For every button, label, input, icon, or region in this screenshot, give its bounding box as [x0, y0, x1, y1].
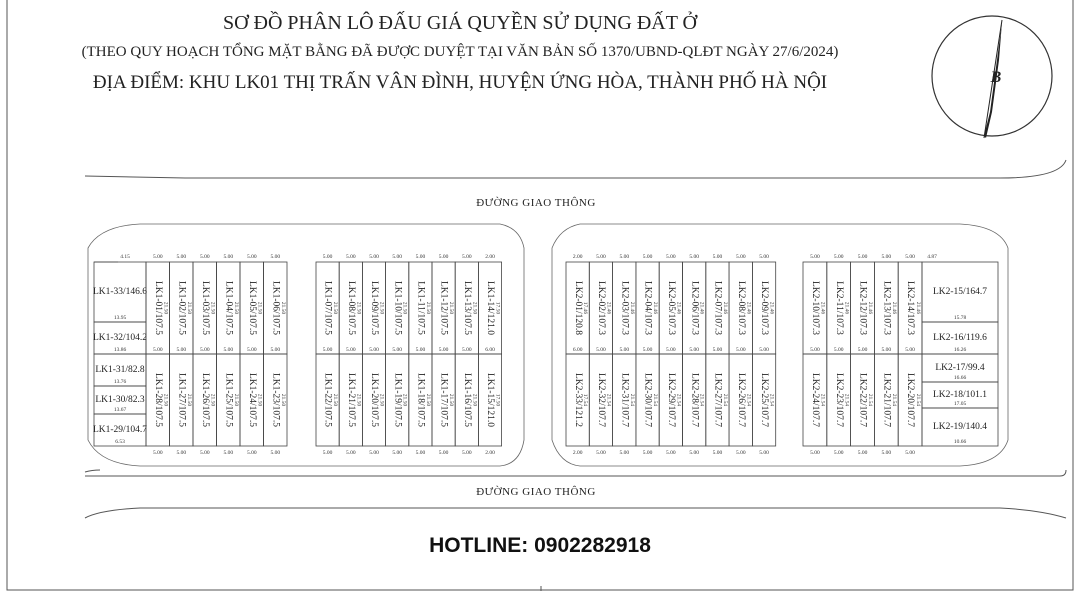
- lot-lk1-27-depth: 21.50: [185, 393, 192, 407]
- lot-lk2-12-frontage: 5.00: [857, 254, 868, 260]
- lot-lk1-21-label: LK1-21/107.5: [345, 372, 356, 428]
- lot-lk2-21-label: LK2-21/107.7: [881, 372, 892, 428]
- lot-lk1-26-frontage: 5.00: [199, 450, 210, 456]
- lot-lk1-01-frontage: 5.00: [152, 254, 163, 260]
- lot-lk1-12-frontage: 5.00: [438, 254, 449, 260]
- lot-lk1-07-label: LK1-07/107.5: [322, 280, 333, 336]
- lot-lk2-25-depth: 21.54: [768, 393, 775, 407]
- compass-letter: B: [990, 69, 1002, 86]
- lot-width: 10.66: [953, 439, 967, 445]
- lot-lk1-21-frontage: 5.00: [345, 450, 356, 456]
- dim-corner: 4.15: [120, 254, 130, 260]
- lot-lk1-21-depth: 21.50: [355, 393, 362, 407]
- dim-front: 5.00: [881, 347, 892, 353]
- road-label-bottom: ĐƯỜNG GIAO THÔNG: [476, 486, 596, 498]
- lot-lk2-11-label: LK2-11/107.3: [833, 281, 844, 335]
- lot-lk2-04-depth: 21.46: [652, 301, 659, 315]
- dim-front: 5.00: [905, 347, 915, 353]
- lot-lk2-09-frontage: 5.00: [759, 254, 769, 260]
- lot-lk2-20-depth: 21.54: [914, 393, 921, 407]
- lot-lk2-27-frontage: 5.00: [712, 450, 723, 456]
- dim-front: 5.00: [461, 347, 472, 353]
- lot-lk2-06-label: LK2-06/107.3: [689, 280, 700, 336]
- lot-lk2-13-frontage: 5.00: [881, 254, 892, 260]
- lot-lk1-10-depth: 21.50: [401, 301, 408, 315]
- lot-lk1-14-depth: 17.50: [494, 301, 501, 315]
- lot-lk1-20-label: LK1-20/107.5: [369, 372, 380, 428]
- lot-lk2-29-depth: 21.54: [675, 393, 682, 407]
- dim-front: 5.00: [176, 347, 187, 353]
- dim-front: 5.00: [246, 347, 257, 353]
- lot-lk1-13-label: LK1-13/107.5: [461, 280, 472, 336]
- lot-lk1-25-frontage: 5.00: [223, 450, 234, 456]
- lot-lk2-04-label: LK2-04/107.3: [642, 280, 653, 336]
- dim-front: 6.00: [572, 347, 583, 353]
- lot-lk2-33-frontage: 2.00: [572, 450, 583, 456]
- lot-label: LK1-31/82.8: [95, 365, 145, 375]
- lot-lk1-04-frontage: 5.00: [223, 254, 234, 260]
- lot-lk2-25-label: LK2-25/107.7: [759, 372, 770, 428]
- lot-lk2-06-frontage: 5.00: [689, 254, 699, 260]
- lot-label: LK1-32/104.2: [92, 333, 148, 343]
- hotline-text: HOTLINE: 0902282918: [429, 534, 651, 557]
- dim-front: 5.00: [392, 347, 403, 353]
- lot-lk1-17-label: LK1-17/107.5: [438, 372, 449, 428]
- lot-lk2-04-frontage: 5.00: [642, 254, 653, 260]
- dim-front: 5.00: [735, 347, 746, 353]
- lot-lk1-12-label: LK1-12/107.5: [438, 280, 449, 336]
- lot-lk2-02-frontage: 5.00: [596, 254, 606, 260]
- lot-lk2-31-frontage: 5.00: [619, 450, 630, 456]
- dim-front: 5.00: [759, 347, 769, 353]
- lot-lk2-24-frontage: 5.00: [810, 450, 820, 456]
- lot-lk2-07-depth: 21.46: [721, 301, 728, 315]
- lot-lk1-20-depth: 21.50: [378, 393, 385, 407]
- lot-lk2-33-depth: 17.54: [582, 393, 589, 407]
- lot-lk1-19-frontage: 5.00: [392, 450, 403, 456]
- dim-front: 6.00: [485, 347, 495, 353]
- lot-lk1-20-frontage: 5.00: [369, 450, 379, 456]
- lot-lk1-06-depth: 21.50: [279, 301, 286, 315]
- road-label-top: ĐƯỜNG GIAO THÔNG: [476, 197, 596, 209]
- lot-width: 13.95: [113, 315, 127, 321]
- lot-lk2-31-depth: 21.54: [628, 393, 635, 407]
- lot-lk2-03-label: LK2-03/107.3: [619, 280, 630, 336]
- lot-label: LK1-33/146.6: [92, 287, 148, 297]
- lot-lk1-26-label: LK1-26/107.5: [199, 372, 210, 428]
- lot-lk1-07-frontage: 5.00: [322, 254, 333, 260]
- lot-lk1-12-depth: 21.50: [448, 301, 455, 315]
- lot-lk2-06-depth: 21.46: [698, 301, 705, 315]
- dim-front: 5.00: [689, 347, 699, 353]
- lot-lk1-17-frontage: 5.00: [438, 450, 449, 456]
- dim-front: 5.00: [223, 347, 234, 353]
- lot-lk1-06-label: LK1-06/107.5: [270, 280, 281, 336]
- lot-width: 6.53: [115, 439, 125, 445]
- lot-lk1-02-label: LK1-02/107.5: [176, 280, 187, 336]
- lot-lk1-09-label: LK1-09/107.5: [369, 280, 380, 336]
- lot-label: LK2-18/101.1: [932, 390, 988, 400]
- lot-lk2-02-depth: 21.46: [605, 301, 612, 315]
- lot-lk1-05-label: LK1-05/107.5: [246, 280, 257, 336]
- dim-front: 5.00: [596, 347, 606, 353]
- dim-front: 5.00: [322, 347, 333, 353]
- lot-lk1-11-depth: 21.50: [424, 301, 431, 315]
- dim-front: 5.00: [619, 347, 630, 353]
- lot-lk2-27-depth: 21.54: [721, 393, 728, 407]
- lot-lk1-13-frontage: 5.00: [461, 254, 472, 260]
- lot-lk1-10-label: LK1-10/107.5: [392, 280, 403, 336]
- lot-lk2-30-label: LK2-30/107.7: [642, 372, 653, 428]
- lot-lk2-22-label: LK2-22/107.7: [857, 372, 868, 428]
- lot-lk2-01-depth: 17.46: [582, 301, 589, 315]
- lot-lk1-07-depth: 21.50: [332, 301, 339, 315]
- lot-lk2-28-frontage: 5.00: [689, 450, 699, 456]
- lot-lk2-24-label: LK2-24/107.7: [809, 372, 820, 428]
- dim-front: 5.00: [270, 347, 281, 353]
- lot-lk1-15-depth: 17.50: [494, 393, 501, 407]
- lot-lk1-03-label: LK1-03/107.5: [199, 280, 210, 336]
- lot-lk1-05-depth: 21.50: [256, 301, 263, 315]
- lot-lk2-30-frontage: 5.00: [642, 450, 653, 456]
- lot-lk2-32-depth: 21.54: [605, 393, 612, 407]
- lot-lk1-24-label: LK1-24/107.5: [246, 372, 257, 428]
- lot-lk1-01-depth: 21.50: [162, 301, 169, 315]
- lot-lk2-26-label: LK2-26/107.7: [735, 372, 746, 428]
- lot-lk1-13-depth: 21.50: [471, 301, 478, 315]
- lot-lk2-32-frontage: 5.00: [596, 450, 606, 456]
- lot-lk2-24-depth: 21.54: [819, 393, 826, 407]
- lot-lk2-13-depth: 21.46: [890, 301, 897, 315]
- lot-width: 16.66: [953, 375, 967, 381]
- lot-lk2-26-frontage: 5.00: [735, 450, 746, 456]
- lot-lk2-14-frontage: 5.00: [905, 254, 915, 260]
- dim-front: 5.00: [438, 347, 449, 353]
- lot-lk2-32-label: LK2-32/107.7: [596, 372, 607, 428]
- lot-lk2-20-frontage: 5.00: [905, 450, 915, 456]
- lot-lk2-12-label: LK2-12/107.3: [857, 280, 868, 336]
- lot-lk1-02-frontage: 5.00: [176, 254, 187, 260]
- lot-lk1-08-depth: 21.50: [355, 301, 362, 315]
- lot-lk1-23-frontage: 5.00: [270, 450, 281, 456]
- dim-front: 5.00: [642, 347, 653, 353]
- lot-lk2-01-label: LK2-01/120.8: [572, 280, 583, 336]
- lot-lk1-16-frontage: 5.00: [461, 450, 472, 456]
- lot-lk1-03-depth: 21.50: [209, 301, 216, 315]
- dim-front: 5.00: [415, 347, 426, 353]
- road-edge-bottom: [85, 508, 1066, 518]
- lot-lk2-29-frontage: 5.00: [666, 450, 676, 456]
- lot-lk1-04-label: LK1-04/107.5: [223, 280, 234, 336]
- lot-lk2-07-label: LK2-07/107.3: [712, 280, 723, 336]
- dim-front: 5.00: [345, 347, 356, 353]
- lot-lk2-21-depth: 21.54: [890, 393, 897, 407]
- lot-lk1-08-label: LK1-08/107.5: [345, 280, 356, 336]
- lot-lk1-25-depth: 21.50: [232, 393, 239, 407]
- lot-lk1-15-label: LK1-15/121.0: [485, 372, 496, 428]
- lot-label: LK1-30/82.3: [95, 395, 145, 405]
- lot-lk1-05-frontage: 5.00: [246, 254, 257, 260]
- lot-lk1-25-label: LK1-25/107.5: [223, 372, 234, 428]
- lot-lk1-14-label: LK1-14/121.0: [485, 280, 496, 336]
- lot-lk2-08-frontage: 5.00: [735, 254, 746, 260]
- title-location: ĐỊA ĐIỂM: KHU LK01 THỊ TRẤN VÂN ĐÌNH, HUYỆN ỨNG HÒA, THÀNH PHỐ HÀ NỘI: [92, 72, 828, 93]
- lot-lk1-16-depth: 21.50: [471, 393, 478, 407]
- dim-corner: 4.87: [927, 254, 937, 260]
- lot-width: 13.76: [113, 379, 127, 385]
- lot-lk2-23-frontage: 5.00: [833, 450, 844, 456]
- lot-lk2-11-frontage: 5.00: [833, 254, 844, 260]
- dim-front: 5.00: [666, 347, 676, 353]
- lot-lk2-10-label: LK2-10/107.3: [809, 280, 820, 336]
- lot-lk1-03-frontage: 5.00: [199, 254, 210, 260]
- lot-lk2-26-depth: 21.54: [745, 393, 752, 407]
- block-outline-west: [88, 224, 524, 466]
- title-main: SƠ ĐỒ PHÂN LÔ ĐẤU GIÁ QUYỀN SỬ DỤNG ĐẤT Ở: [222, 12, 698, 34]
- lot-lk2-07-frontage: 5.00: [712, 254, 723, 260]
- lot-lk2-25-frontage: 5.00: [759, 450, 769, 456]
- lot-lk2-09-depth: 21.46: [768, 301, 775, 315]
- road-edge-top: [85, 160, 1066, 178]
- lot-lk2-09-label: LK2-09/107.3: [759, 280, 770, 336]
- lot-lk1-19-label: LK1-19/107.5: [392, 372, 403, 428]
- lot-lk1-16-label: LK1-16/107.5: [461, 372, 472, 428]
- lot-lk1-24-frontage: 5.00: [246, 450, 257, 456]
- lot-width: 15.78: [953, 315, 967, 321]
- lot-lk2-10-depth: 21.46: [819, 301, 826, 315]
- lot-lk1-06-frontage: 5.00: [270, 254, 281, 260]
- lot-width: 17.05: [953, 401, 967, 407]
- lot-lk2-29-label: LK2-29/107.7: [665, 372, 676, 428]
- lot-lk1-09-depth: 21.50: [378, 301, 385, 315]
- lot-lk1-10-frontage: 5.00: [392, 254, 403, 260]
- lot-lk1-18-frontage: 5.00: [415, 450, 426, 456]
- lot-lk1-27-frontage: 5.00: [176, 450, 187, 456]
- lot-lk2-03-depth: 21.46: [628, 301, 635, 315]
- dim-front: 5.00: [712, 347, 723, 353]
- lot-lk2-23-label: LK2-23/107.7: [833, 372, 844, 428]
- lot-lk1-28-frontage: 5.00: [152, 450, 163, 456]
- lot-lk1-14-frontage: 2.00: [485, 254, 495, 260]
- lot-lk2-22-depth: 21.54: [867, 393, 874, 407]
- lot-lk1-23-label: LK1-23/107.5: [270, 372, 281, 428]
- lot-label: LK2-19/140.4: [932, 422, 988, 432]
- lot-width: 13.67: [113, 407, 127, 413]
- dim-front: 5.00: [810, 347, 820, 353]
- dim-front: 5.00: [152, 347, 163, 353]
- lot-lk1-27-label: LK1-27/107.5: [176, 372, 187, 428]
- lot-label: LK2-16/119.6: [933, 333, 987, 343]
- lot-lk1-28-depth: 21.50: [162, 393, 169, 407]
- road-edge-mid: [85, 470, 1066, 476]
- lot-lk1-22-frontage: 5.00: [322, 450, 333, 456]
- lot-lk2-13-label: LK2-13/107.3: [881, 280, 892, 336]
- lot-lk2-28-depth: 21.54: [698, 393, 705, 407]
- lot-lk1-11-frontage: 5.00: [415, 254, 426, 260]
- lot-lk1-15-frontage: 2.00: [485, 450, 495, 456]
- lots-layer: [93, 254, 998, 456]
- lot-lk2-05-depth: 21.46: [675, 301, 682, 315]
- lot-lk2-12-depth: 21.46: [867, 301, 874, 315]
- lot-lk1-04-depth: 21.50: [232, 301, 239, 315]
- lot-lk2-28-label: LK2-28/107.7: [689, 372, 700, 428]
- lot-lk2-22-frontage: 5.00: [857, 450, 868, 456]
- lot-lk2-03-frontage: 5.00: [619, 254, 630, 260]
- lot-lk2-31-label: LK2-31/107.7: [619, 372, 630, 428]
- dim-front: 5.00: [857, 347, 868, 353]
- lot-lk1-17-depth: 21.50: [448, 393, 455, 407]
- lot-label: LK2-15/164.7: [932, 287, 988, 297]
- lot-lk1-23-depth: 21.50: [279, 393, 286, 407]
- lot-lk2-21-frontage: 5.00: [881, 450, 892, 456]
- lot-lk2-30-depth: 21.54: [652, 393, 659, 407]
- lot-lk2-14-depth: 21.46: [914, 301, 921, 315]
- lot-lk1-01-label: LK1-01/107.5: [152, 280, 163, 336]
- lot-lk2-05-label: LK2-05/107.3: [665, 280, 676, 336]
- lot-lk1-19-depth: 21.50: [401, 393, 408, 407]
- lot-lk1-22-label: LK1-22/107.5: [322, 372, 333, 428]
- lot-lk1-24-depth: 21.50: [256, 393, 263, 407]
- lot-lk2-20-label: LK2-20/107.7: [905, 372, 916, 428]
- lot-lk2-05-frontage: 5.00: [666, 254, 676, 260]
- title-subtitle: (THEO QUY HOẠCH TỔNG MẶT BẰNG ĐÃ ĐƯỢC DUYỆT TẠI VĂN BẢN SỐ 1370/UBND-QLĐT NGÀY 27/6/2024): [81, 44, 839, 60]
- lot-label: LK1-29/104.7: [92, 425, 148, 435]
- lot-lk1-09-frontage: 5.00: [369, 254, 379, 260]
- lot-lk2-11-depth: 21.46: [843, 301, 850, 315]
- lot-lk2-01-frontage: 2.00: [572, 254, 583, 260]
- dim-front: 5.00: [833, 347, 844, 353]
- lot-lk2-02-label: LK2-02/107.3: [596, 280, 607, 336]
- lot-width: 16.26: [953, 347, 967, 353]
- lot-lk1-18-label: LK1-18/107.5: [415, 372, 426, 428]
- lot-label: LK2-17/99.4: [935, 363, 985, 373]
- lot-lk1-02-depth: 21.50: [185, 301, 192, 315]
- lot-lk2-23-depth: 21.54: [843, 393, 850, 407]
- lot-lk2-08-depth: 21.46: [745, 301, 752, 315]
- lot-lk1-18-depth: 21.50: [424, 393, 431, 407]
- lot-lk1-08-frontage: 5.00: [345, 254, 356, 260]
- dim-front: 5.00: [369, 347, 379, 353]
- lot-lk1-22-depth: 21.50: [332, 393, 339, 407]
- lot-lk2-33-label: LK2-33/121.2: [572, 372, 583, 428]
- lot-lk1-26-depth: 21.50: [209, 393, 216, 407]
- dim-front: 5.00: [199, 347, 210, 353]
- lot-lk2-27-label: LK2-27/107.7: [712, 372, 723, 428]
- lot-lk1-28-label: LK1-28/107.5: [152, 372, 163, 428]
- lot-lk2-08-label: LK2-08/107.3: [735, 280, 746, 336]
- lot-lk1-11-label: LK1-11/107.5: [415, 281, 426, 335]
- lot-lk2-10-frontage: 5.00: [810, 254, 820, 260]
- lot-width: 13.86: [113, 347, 127, 353]
- lot-lk2-14-label: LK2-14/107.3: [905, 280, 916, 336]
